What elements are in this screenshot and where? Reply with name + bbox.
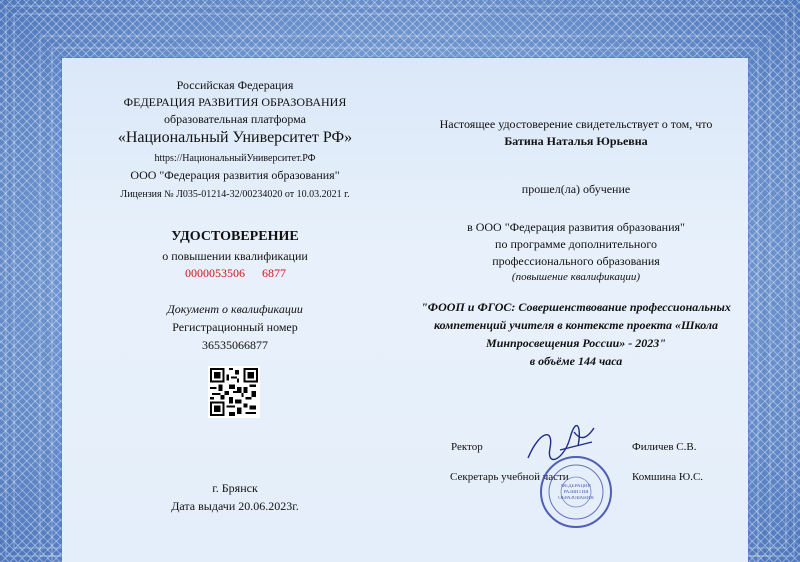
qualification-doc-label: Документ о квалификации xyxy=(167,302,303,316)
registration-number: 36535066877 xyxy=(202,338,268,352)
stamp-text-3: ОБРАЗОВАНИЯ xyxy=(558,496,594,501)
platform-label: образовательная платформа xyxy=(163,112,307,126)
country-name: Российская Федерация xyxy=(176,78,294,92)
document-subtitle: о повышении квалификации xyxy=(162,249,308,263)
person-name: Батина Наталья Юрьевна xyxy=(504,134,648,148)
program-line-1: по программе дополнительного xyxy=(495,237,657,251)
course-title-line-1: "ФООП и ФГОС: Совершенствование профессиональных xyxy=(421,300,731,314)
course-hours: в объёме 144 часа xyxy=(529,354,623,368)
secretary-name: Комшина Ю.С. xyxy=(632,471,704,483)
program-kind: (повышение квалификации) xyxy=(511,271,641,283)
organization-name: ООО "Федерация развития образования" xyxy=(130,168,340,182)
stamp-text-2: РАЗВИТИЯ xyxy=(563,490,589,495)
federation-name: ФЕДЕРАЦИЯ РАЗВИТИЯ ОБРАЗОВАНИЯ xyxy=(123,95,347,109)
stamp-text-1: ФЕДЕРАЦИЯ xyxy=(561,484,591,489)
city: г. Брянск xyxy=(212,481,258,495)
platform-url: https://НациональныйУниверситет.РФ xyxy=(154,153,316,164)
document-title: УДОСТОВЕРЕНИЕ xyxy=(171,229,299,244)
certifies-text: Настоящее удостоверение свидетельствует о том, что xyxy=(439,117,713,131)
program-line-2: профессионального образования xyxy=(492,254,660,268)
training-organization: в ООО "Федерация развития образования" xyxy=(467,220,685,234)
official-stamp xyxy=(538,454,614,530)
registration-label: Регистрационный номер xyxy=(172,320,298,334)
course-title-line-3: Минпросвещения России» - 2023" xyxy=(486,336,666,350)
rector-label: Ректор xyxy=(451,441,483,453)
serial-number-a: 0000053506 xyxy=(185,266,245,280)
qr-code xyxy=(208,366,260,418)
course-title-line-2: компетенций учителя в контексте проекта «Школа xyxy=(433,318,719,332)
issue-date: Дата выдачи 20.06.2023г. xyxy=(171,499,299,513)
rector-name: Филичев С.В. xyxy=(632,441,697,453)
university-name: «Национальный Университет РФ» xyxy=(117,129,353,146)
serial-number-b: 6877 xyxy=(262,266,286,280)
secretary-label: Секретарь учебной части xyxy=(450,471,569,483)
license-text: Лицензия № Л035-01214-32/00234020 от 10.03.2021 г. xyxy=(120,189,350,200)
trained-text: прошел(ла) обучение xyxy=(521,182,631,196)
